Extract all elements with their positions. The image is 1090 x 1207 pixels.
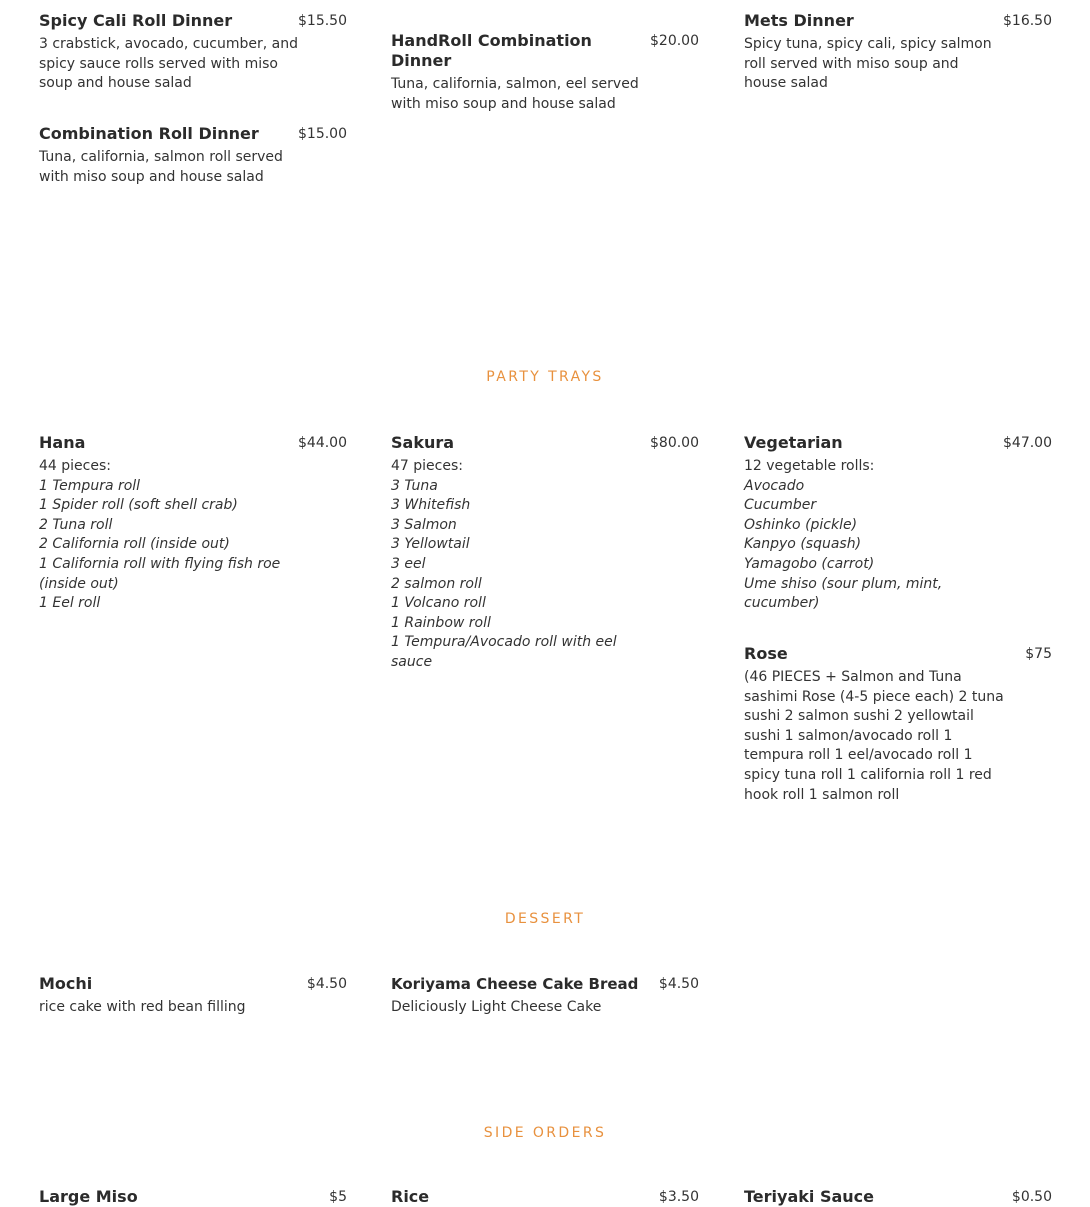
tray-line: 3 Yellowtail: [391, 536, 470, 553]
item-price: $44.00: [298, 435, 347, 451]
item-description: (46 PIECES + Salmon and Tuna sashimi Rose (4-5 piece each) 2 tuna sushi 2 salmon sushi 2 yellowtail sushi 1 salmon/avocado roll 1 tempura roll 1 eel/avocado roll 1 spicy tuna roll 1 california roll 1 red hook roll 1 salmon roll: [744, 669, 1004, 803]
item-header: [391, 974, 699, 994]
menu-item-handroll-combination-dinner: [391, 31, 699, 114]
menu-item-mochi: [39, 974, 347, 1018]
tray-line: 3 Tuna: [391, 477, 438, 494]
item-price: $4.50: [306, 976, 347, 992]
item-description: [391, 457, 699, 673]
item-name: Rose: [744, 644, 788, 663]
tray-line: Cucumber: [744, 497, 817, 514]
item-header: [39, 1187, 347, 1207]
item-header: [744, 644, 1052, 664]
item-name: Koriyama Cheese Cake Bread: [391, 975, 639, 993]
item-price: $80.00: [650, 435, 699, 451]
item-price: $47.00: [1003, 435, 1052, 451]
menu-item-vegetarian: [744, 433, 1052, 614]
item-header: [39, 124, 347, 144]
item-price: $15.50: [298, 13, 347, 29]
description-intro: 12 vegetable rolls:: [744, 458, 875, 474]
menu-item-mets-dinner: [744, 11, 1052, 94]
item-header: [391, 433, 699, 453]
item-header: [391, 31, 699, 71]
tray-line: 1 Rainbow roll: [391, 614, 491, 631]
menu-item-sakura: [391, 433, 699, 673]
tray-line: Avocado: [744, 477, 805, 494]
item-header: [744, 433, 1052, 453]
item-description: Spicy tuna, spicy cali, spicy salmon roll served with miso soup and house salad: [744, 36, 992, 92]
menu-item-spicy-cali-roll-dinner: [39, 11, 347, 94]
section-title-party-trays: PARTY TRAYS: [486, 369, 604, 385]
tray-line: 1 Volcano roll: [391, 595, 486, 612]
tray-line: 3 Whitefish: [391, 497, 471, 514]
menu-item-combination-roll-dinner: [39, 124, 347, 187]
tray-line: 1 California roll with flying fish roe (inside out): [39, 555, 281, 592]
item-name: Mets Dinner: [744, 11, 854, 30]
tray-line: 2 salmon roll: [391, 575, 482, 592]
item-name: Rice: [391, 1187, 430, 1206]
item-name: Large Miso: [39, 1187, 138, 1206]
tray-line: Kanpyo (squash): [744, 536, 862, 553]
item-description: [744, 457, 1052, 614]
item-price: $75: [1025, 646, 1052, 662]
item-description: Tuna, california, salmon roll served with miso soup and house salad: [39, 149, 283, 185]
menu-item-koriyama-cheese-cake-bread: [391, 974, 699, 1018]
tray-line: 3 eel: [391, 555, 426, 572]
item-name: Teriyaki Sauce: [744, 1187, 874, 1206]
section-title-side-orders: SIDE ORDERS: [483, 1125, 607, 1141]
item-header: [391, 1187, 699, 1207]
item-name: Vegetarian: [744, 433, 843, 452]
tray-line: 1 Tempura roll: [39, 477, 141, 494]
description-intro: 47 pieces:: [391, 458, 463, 474]
item-description: 3 crabstick, avocado, cucumber, and spicy sauce rolls served with miso soup and house salad: [39, 36, 298, 92]
item-name: Spicy Cali Roll Dinner: [39, 11, 233, 30]
item-price: $3.50: [658, 1189, 699, 1205]
item-description: Tuna, california, salmon, eel served with miso soup and house salad: [391, 76, 639, 112]
tray-line: 2 California roll (inside out): [39, 536, 230, 553]
item-name: HandRoll Combination Dinner: [391, 31, 592, 70]
item-description: rice cake with red bean filling: [39, 999, 246, 1015]
item-name: Mochi: [39, 974, 93, 993]
item-price: $15.00: [298, 126, 347, 142]
section-title-dessert: DESSERT: [504, 911, 586, 927]
item-price: $4.50: [658, 976, 699, 992]
description-intro: 44 pieces:: [39, 458, 111, 474]
tray-line: 1 Eel roll: [39, 595, 101, 612]
menu-item-large-miso: [39, 1187, 347, 1207]
item-price: $16.50: [1003, 13, 1052, 29]
item-name: Sakura: [391, 433, 455, 452]
item-header: [744, 11, 1052, 31]
tray-line: 1 Spider roll (soft shell crab): [39, 497, 238, 514]
item-header: [744, 1187, 1052, 1207]
item-header: [39, 433, 347, 453]
tray-line: 1 Tempura/Avocado roll with eel sauce: [391, 634, 617, 670]
item-name: Hana: [39, 433, 86, 452]
item-description: [39, 457, 347, 614]
item-header: [39, 11, 347, 31]
item-price: $0.50: [1011, 1189, 1052, 1205]
tray-line: Yamagobo (carrot): [744, 555, 875, 572]
menu-item-rice: [391, 1187, 699, 1207]
tray-line: Oshinko (pickle): [744, 516, 858, 533]
item-header: [39, 974, 347, 994]
tray-line: 2 Tuna roll: [39, 516, 113, 533]
menu-item-teriyaki-sauce: [744, 1187, 1052, 1207]
item-name: Combination Roll Dinner: [39, 124, 259, 143]
tray-line: 3 Salmon: [391, 516, 457, 533]
item-price: $5: [329, 1189, 347, 1205]
item-description: Deliciously Light Cheese Cake: [391, 999, 602, 1015]
item-price: $20.00: [650, 33, 699, 49]
menu-item-hana: [39, 433, 347, 614]
tray-line: Ume shiso (sour plum, mint, cucumber): [744, 575, 943, 612]
menu-item-rose: [744, 644, 1052, 805]
